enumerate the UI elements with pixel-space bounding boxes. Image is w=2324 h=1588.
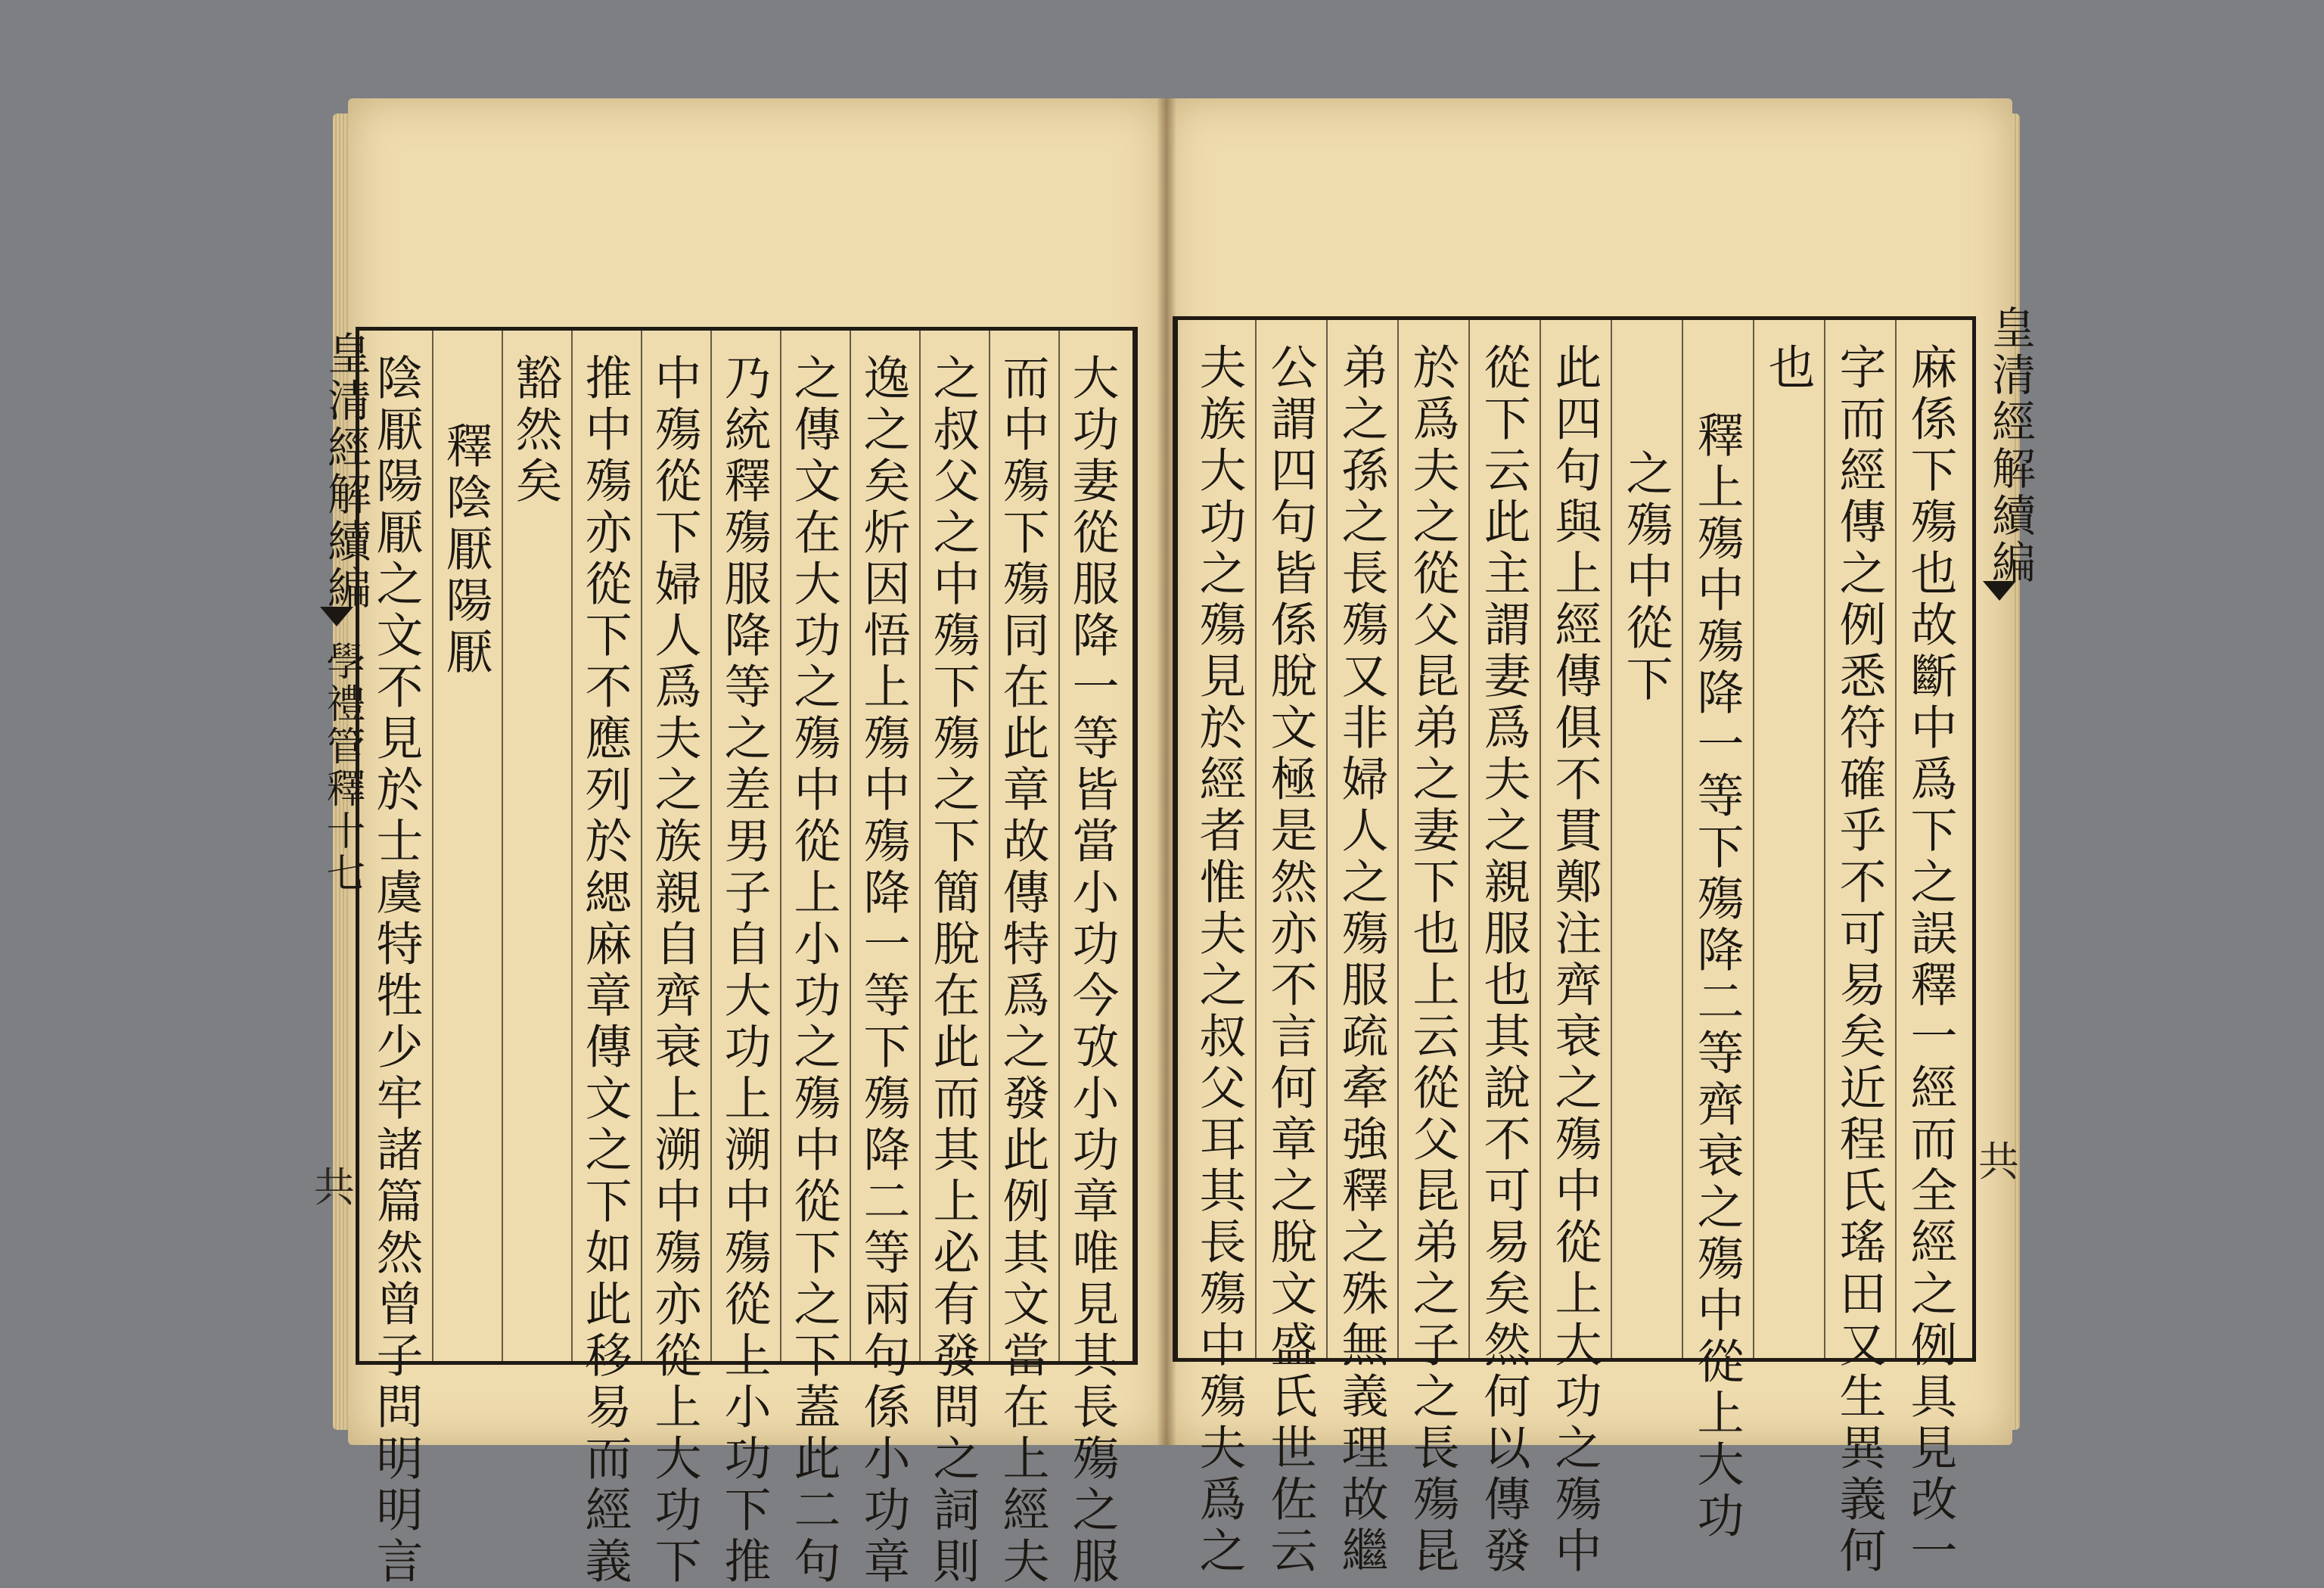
column-rule [1895, 320, 1897, 1358]
column-rule [989, 331, 990, 1361]
column-rule [1468, 320, 1470, 1358]
text-column: 之叔父之中殤下殤之下簡脫在此而其上必有發問之詞則 [925, 353, 980, 1588]
column-rule [1824, 320, 1825, 1358]
right-fish-tail-icon [1983, 581, 2016, 601]
left-folio: 共 [314, 1164, 355, 1211]
right-text-frame [1173, 305, 2036, 1577]
text-column: 大功妻從服降一等皆當小功今攷小功章唯見其長殤之服 [1064, 353, 1120, 1588]
text-column: 逸之矣炘因悟上殤中殤降一等下殤降二等兩句係小功章 [856, 353, 911, 1588]
left-text-frame [314, 327, 1138, 1588]
text-column: 推中殤亦從下不應列於緦麻章傳文之下如此移易而經義 [577, 353, 632, 1588]
text-column: 麻係下殤也故斷中爲下之誤釋一經而全經之例具見改一 [1903, 343, 1958, 1577]
left-margin-subtitle: 學禮管釋十七 [319, 641, 365, 895]
text-column: 乃統釋殤服降等之差男子自大功上溯中殤從上小功下推 [716, 353, 772, 1588]
text-column: 釋上殤中殤降一等下殤降二等齊衰之殤中從上大功 [1689, 411, 1745, 1543]
column-rule [1326, 320, 1328, 1358]
text-column: 夫族大功之殤見於經者惟夫之叔父耳其長殤中殤夫爲之 [1192, 343, 1247, 1577]
column-rule [502, 331, 503, 1361]
text-column: 陰厭陽厭之文不見於士虞特牲少牢諸篇然曾子問明明言 [368, 353, 424, 1588]
column-rule [1058, 331, 1060, 1361]
column-rule [1753, 320, 1754, 1358]
text-column: 字而經傳之例悉符確乎不可易矣近程氏瑤田又生異義何 [1832, 343, 1887, 1577]
column-rule [1611, 320, 1612, 1358]
text-column: 釋陰厭陽厭 [438, 421, 493, 679]
column-rule [919, 331, 921, 1361]
left-fish-tail-icon [320, 607, 353, 626]
column-rule [1255, 320, 1257, 1358]
left-margin-title: 皇清經解續編 [320, 331, 371, 612]
column-rule [641, 331, 642, 1361]
text-column: 也 [1760, 343, 1816, 394]
text-column: 而中殤下殤同在此章故傳特爲之發此例其文當在上經夫 [995, 353, 1050, 1588]
text-column: 之傳文在大功之殤中從上小功之殤中從下之下蓋此二句 [786, 353, 841, 1588]
right-folio: 共 [1978, 1138, 2019, 1186]
right-margin-title: 皇清經解續編 [1984, 305, 2036, 586]
column-rule [1539, 320, 1541, 1358]
column-rule [432, 331, 433, 1361]
text-column: 從下云此主謂妻爲夫之親服也其說不可易矣然何以傳發 [1476, 343, 1531, 1577]
column-rule [1397, 320, 1399, 1358]
right-margin-column [1975, 305, 2036, 1358]
text-column: 之殤中從下 [1618, 449, 1673, 706]
text-column: 中殤從下婦人爲夫之族親自齊衰上溯中殤亦從上大功下 [647, 353, 702, 1588]
text-column: 於爲夫之從父昆弟之妻下也上云從父昆弟之子之長殤昆 [1405, 343, 1460, 1577]
column-rule [780, 331, 781, 1361]
text-column: 豁然矣 [508, 353, 563, 508]
text-column: 此四句與上經傳俱不貫鄭注齊衰之殤中從上大功之殤中 [1547, 343, 1602, 1577]
column-rule [710, 331, 712, 1361]
column-rule [850, 331, 851, 1361]
column-rule [1682, 320, 1683, 1358]
text-column: 弟之孫之長殤又非婦人之殤服疏牽強釋之殊無義理故繼 [1334, 343, 1389, 1577]
column-rule [571, 331, 573, 1361]
text-column: 公謂四句皆係脫文極是然亦不言何章之脫文盛氏世佐云 [1263, 343, 1318, 1577]
